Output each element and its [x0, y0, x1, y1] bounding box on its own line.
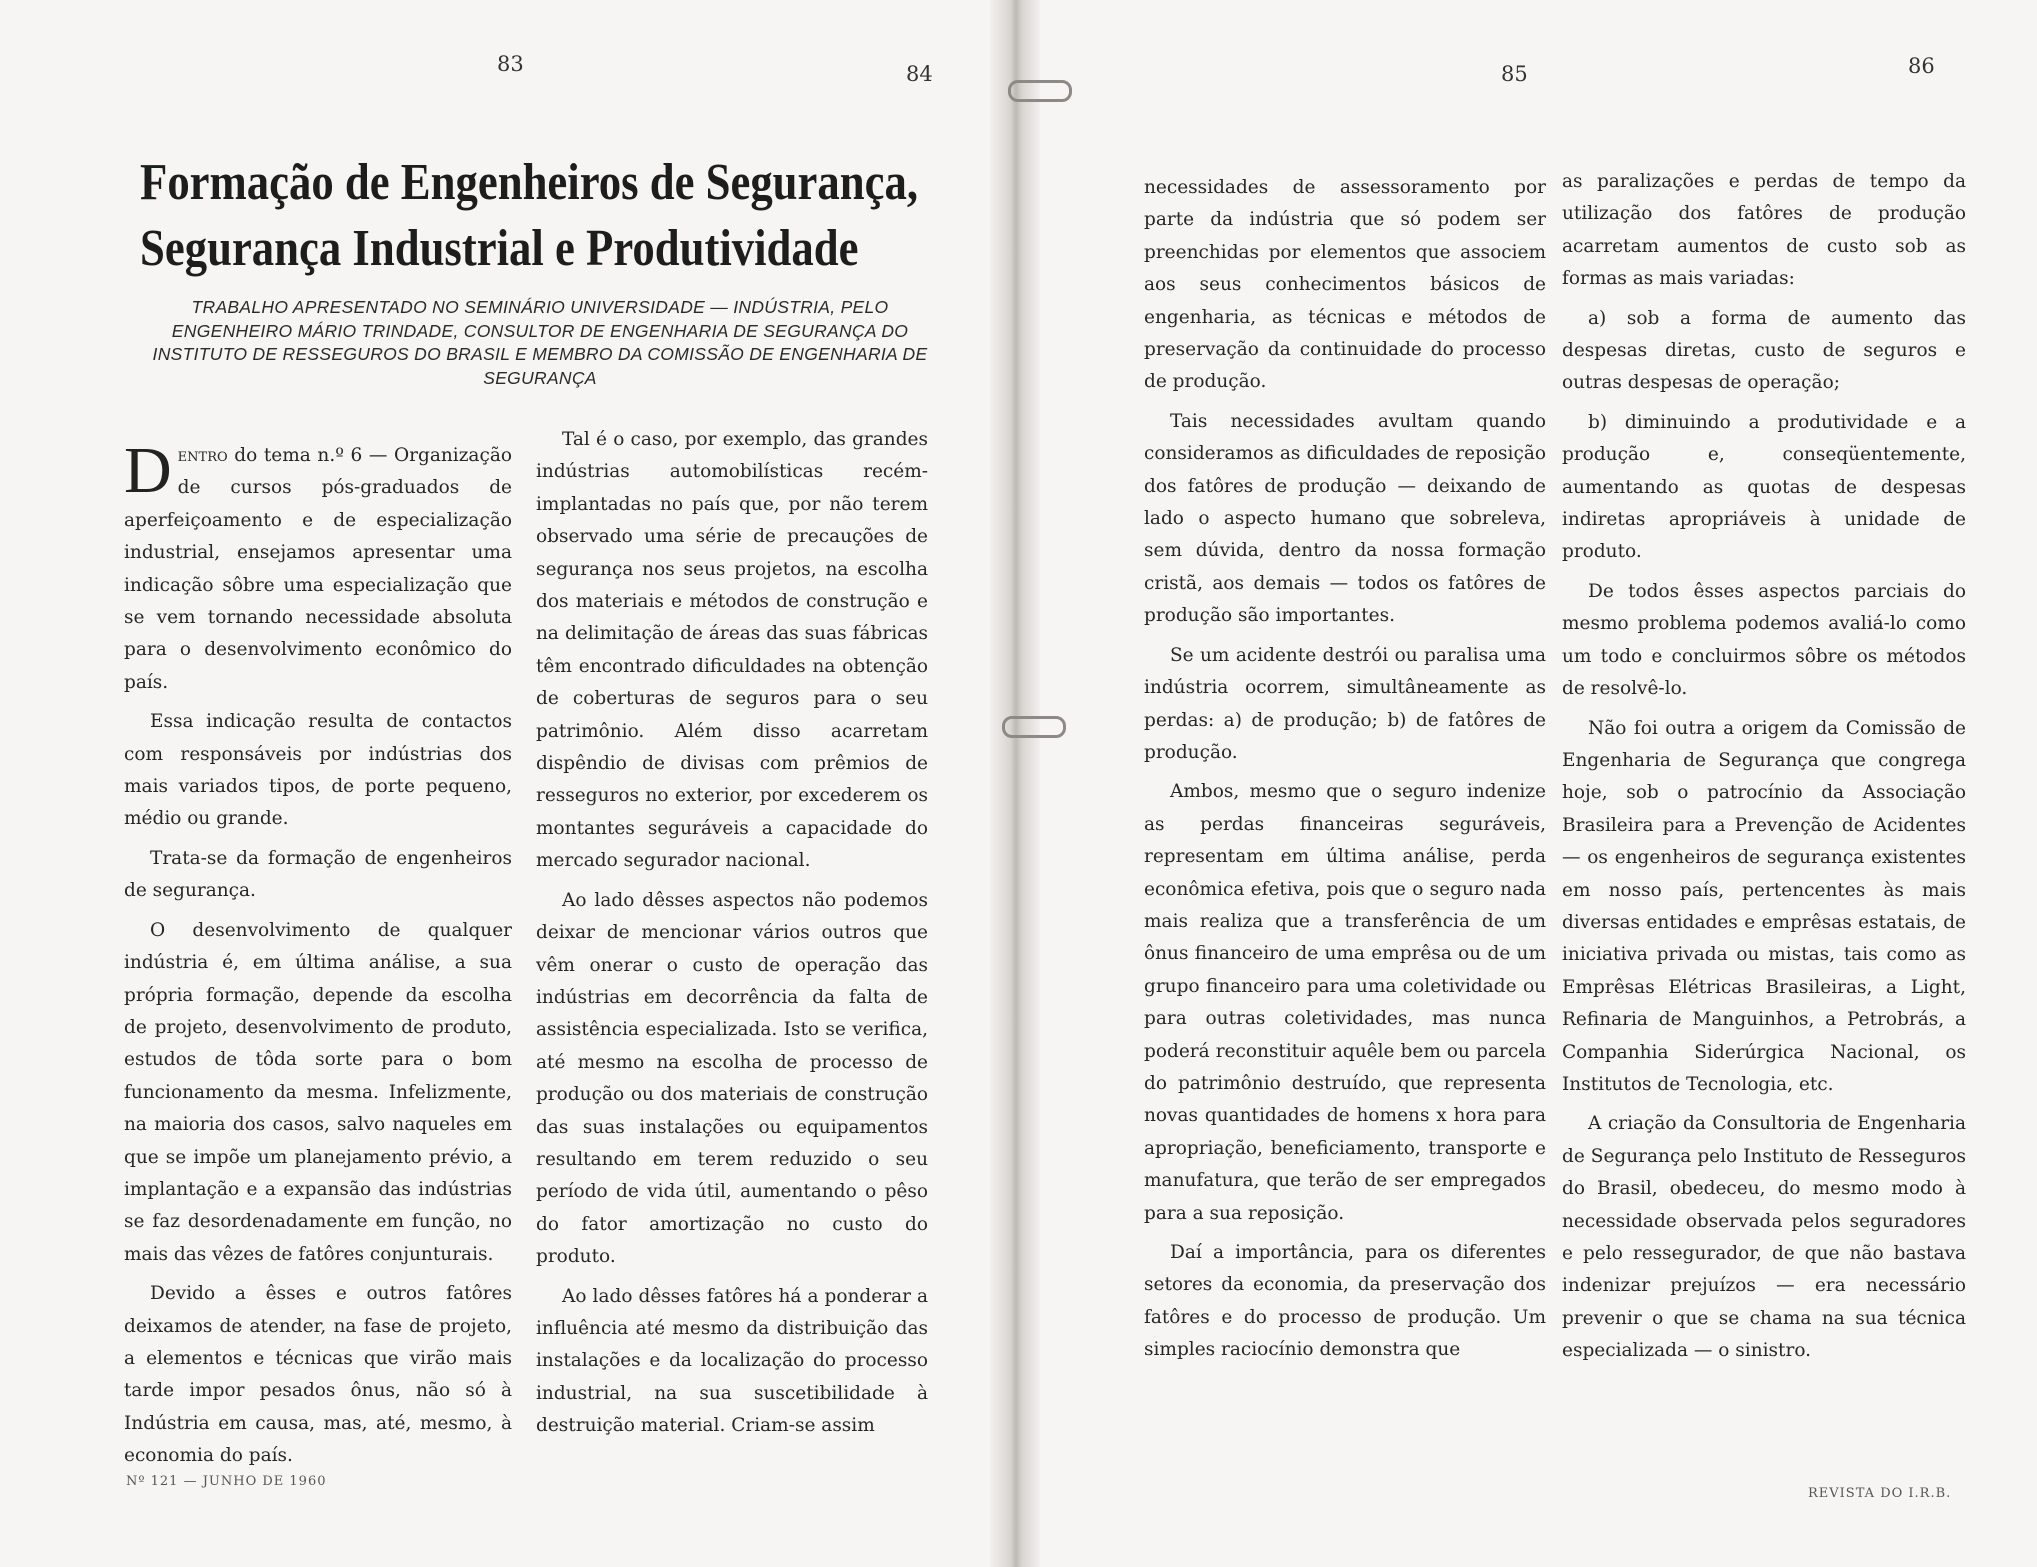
paragraph-4: Ambos, mesmo que o seguro indenize as perdas financeiras seguráveis, representam em última análise, perda econômica efetiva, pois que o seguro nada mais realiza que a transferência de um ônus financeiro de uma emprêsa ou de um grupo financeiro para uma coletividade ou para outras coletividades, mas nunca poderá reconstituir aquêle bem ou parcela do patrimônio destruído, que representa novas quantidades de homens x hora para apropriação, beneficiamento, transporte e manufatura, que terão de ser empregados para a sua reposição. — [1144, 781, 1546, 1224]
paragraph-2: De todos êsses aspectos parciais do mesmo problema podemos avaliá-lo como um todo e concluirmos sôbre os métodos de resolvê-lo. — [1562, 580, 1966, 700]
title-line-1: Formação de Engenheiros de Segurança, — [140, 154, 919, 211]
first-word: entro — [177, 445, 228, 466]
paragraph-5: Daí a importância, para os diferentes setores da economia, da preservação dos fatôres e do processo de produção. Um simples raciocínio demonstra que — [1144, 1242, 1546, 1361]
page-number-85: 85 — [1501, 62, 1528, 86]
article-title — [140, 150, 919, 282]
paragraph-2: Tais necessidades avultam quando consideramos as dificuldades de reposição dos fatôres de produção — deixando de lado o aspecto humano que sobreleva, sem dúvida, dentro da nossa formação cristã, aos demais — todos os fatôres de produção são importantes. — [1144, 410, 1546, 627]
paragraph-5: Devido a êsses e outros fatôres deixamos de atender, na fase de projeto, a elementos e técnicas que virão mais tarde impor pesados ônus, não só à Indústria em causa, mas, até, mesmo, à economia do país. — [124, 1283, 512, 1467]
staple-top — [1008, 80, 1072, 102]
paragraph-3: Ao lado dêsses fatôres há a ponderar a influência até mesmo da distribuição das instalações e da localização do processo industrial, na sua suscetibilidade à destruição material. Criam-se assim — [536, 1285, 928, 1437]
list-item-a: a) sob a forma de aumento das despesas diretas, custo de seguros e outras despesas de operação; — [1562, 307, 1966, 394]
paragraph-1: necessidades de assessoramento por parte da indústria que só podem ser preenchidas por elementos que associem aos seus conhecimentos básicos de engenharia, as técnicas e métodos de preservação da continuidade do processo de produção. — [1144, 177, 1546, 393]
paragraph-1: Tal é o caso, por exemplo, das grandes indústrias automobilísticas recém-implantadas no país que, por não terem observado uma série de precauções de segurança nos seus projetos, na escolha dos materiais e métodos de construção e na delimitação de áreas das suas fábricas têm encontrado dificuldades na obtenção de coberturas de seguros para o seu patrimônio. Além disso acarretam dispêndio de divisas com prêmios de resseguros no exterior, por excederem os montantes seguráveis a capacidade do mercado segurador nacional. — [536, 429, 928, 872]
column-3 — [1144, 172, 1546, 1374]
list-item-b: b) diminuindo a produtividade e a produção e, conseqüentemente, aumentando as quotas de despesas indiretas apropriáveis à unidade de produto. — [1562, 411, 1966, 563]
paragraph-3: Não foi outra a origem da Comissão de Engenharia de Segurança que congrega hoje, sob o patrocínio da Associação Brasileira para a Prevenção de Acidentes — os engenheiros de segurança existentes em nosso país, pertencentes às mais diversas entidades e emprêsas estatais, de iniciativa privada ou mistas, tais como as Emprêsas Elétricas Brasileiras, a Light, Refinaria de Manguinhos, a Petrobrás, a Companhia Siderúrgica Nacional, os Institutos de Tecnologia, etc. — [1562, 717, 1966, 1095]
page-number-86: 86 — [1908, 54, 1935, 78]
paragraph-1 — [124, 434, 512, 699]
paragraph-1: as paralizações e perdas de tempo da utilização dos fatôres de produção acarretam aumentos de custo sob as formas as mais variadas: — [1562, 171, 1966, 290]
article-subtitle: TRABALHO APRESENTADO NO SEMINÁRIO UNIVERSIDADE — INDÚSTRIA, PELO ENGENHEIRO MÁRIO TRINDADE, CONSULTOR DE ENGENHARIA DE SEGURANÇA DO INSTITUTO DE RESSEGUROS DO BRASIL E MEMBRO DA COMISSÃO DE ENGENHARIA DE SEGURANÇA — [152, 297, 928, 388]
paragraph-2: Essa indicação resulta de contactos com responsáveis por indústrias dos mais variados tipos, de porte pequeno, médio ou grande. — [124, 711, 512, 830]
paragraph-1-text: do tema n.º 6 — Organização de cursos pós-graduados de aperfeiçoamento e de especialização industrial, ensejamos apresentar uma indicação sôbre uma especialização que se vem tornando necessidade absoluta para o desenvolvimento econômico do país. — [124, 445, 512, 693]
page-number-83: 83 — [497, 52, 524, 76]
paragraph-4: A criação da Consultoria de Engenharia de Segurança pelo Instituto de Resseguros do Brasil, obedeceu, do mesmo modo à necessidade observada pelos seguradores e pelo ressegurador, de que não bastava indenizar prejuízos — era necessário prevenir o que se chama na sua técnica especializada — o sinistro. — [1562, 1113, 1966, 1362]
title-line-2: Segurança Industrial e Produtividade — [140, 220, 859, 277]
column-4 — [1562, 166, 1966, 1375]
paragraph-4: O desenvolvimento de qualquer indústria é, em última análise, a sua própria formação, depende da escolha de projeto, desenvolvimento de produto, estudos de tôda sorte para o bom funcionamento da mesma. Infelizmente, na maioria dos casos, salvo naqueles em que se impõe um planejamento prévio, a implantação e a expansão das indústrias se faz desordenadamente em função, no mais das vêzes de fatôres conjunturais. — [124, 919, 512, 1265]
page-number-84: 84 — [906, 62, 933, 86]
paragraph-2: Ao lado dêsses aspectos não podemos deixar de mencionar vários outros que vêm onerar o custo de operação das indústrias em decorrência da falta de assistência especializada. Isto se verifica, até mesmo na escolha de processo de produção ou dos materiais de construção das suas instalações ou equipamentos resultando em terem reduzido o seu período de vida útil, aumentando o pêso do fator amortização no custo do produto. — [536, 889, 928, 1268]
paragraph-3: Trata-se da formação de engenheiros de segurança. — [124, 847, 512, 902]
paragraph-3: Se um acidente destrói ou paralisa uma indústria ocorrem, simultâneamente as perdas: a) de produção; b) de fatôres de produção. — [1144, 644, 1546, 763]
book-gutter — [990, 0, 1040, 1567]
column-1 — [124, 434, 512, 1480]
column-2 — [536, 424, 928, 1450]
footer-journal: REVISTA DO I.R.B. — [1808, 1486, 1952, 1501]
staple-bottom — [1002, 716, 1066, 738]
footer-issue: Nº 121 — JUNHO DE 1960 — [126, 1474, 327, 1489]
drop-cap: D — [124, 434, 172, 507]
